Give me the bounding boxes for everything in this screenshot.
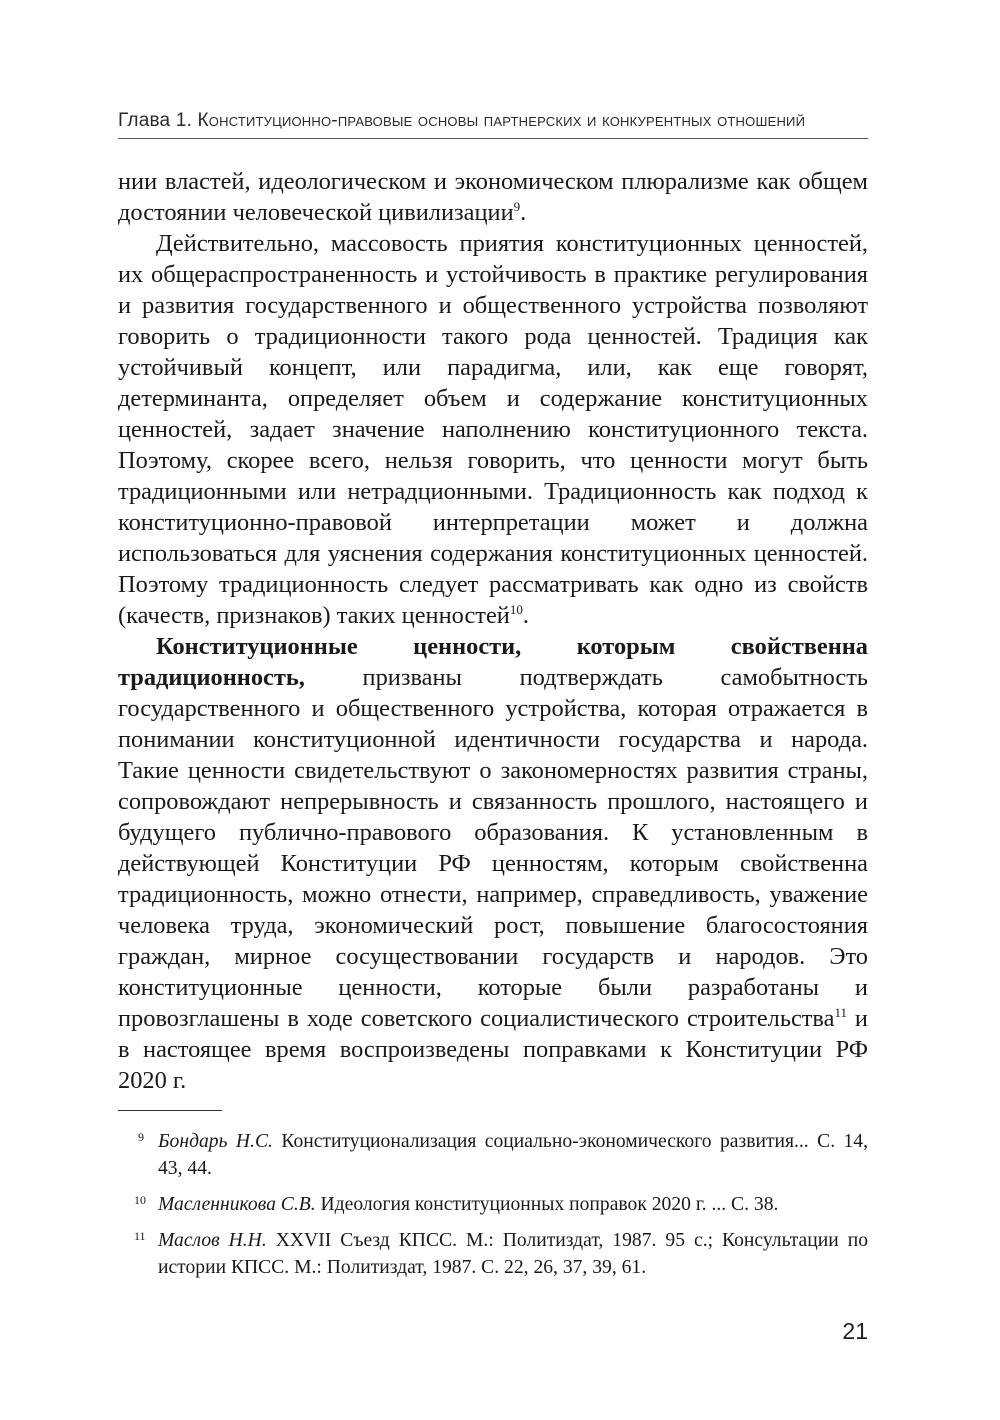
chapter-label: Глава 1.	[118, 110, 193, 131]
main-text	[118, 166, 868, 1096]
footnote-ref-11[interactable]: 11	[834, 1005, 847, 1020]
footnote-ref-9[interactable]: 9	[513, 199, 521, 214]
page-number: 21	[842, 1318, 868, 1344]
footnote-text: Конституционализация социально-экономического развития... С. 14, 43, 44.	[158, 1131, 868, 1179]
footnote-number: 9	[138, 1130, 144, 1144]
footnote-divider	[118, 1110, 222, 1111]
paragraph-2: Действительно, массовость приятия конституционных ценностей, их общераспространенность и устойчивость в практике регулирования и развития государственного и общественного устройства позволяют говорить о традиционности такого рода ценностей. Традиция как устойчивый концепт, или парадигма, или, как еще говорят, детерминанта, определяет объем и содержание конституционных ценностей, задает значение наполнению конституционного текста. Поэтому, скорее всего, нельзя говорить, что ценности могут быть традиционными или нетрадционными. Традиционность как подход к конституционно-правовой интерпретации может и должна использоваться для уяснения содержания конституционных ценностей. Поэтому традиционность следует рассматривать как одно из свойств (качеств, признаков) таких ценностей$^{10}$.	[118, 230, 868, 629]
paragraph-3: Конституционные ценности, которым свойственна традиционность, призваны подтверждать самобытность государственного и общественного устройства, которая отражается в понимании конституционной идентичности государства и народа. Такие ценности свидетельствуют о закономерностях развития страны, сопровождают непрерывность и связанность прошлого, настоящего и будущего публично-правового образования. К установленным в действующей Конституции РФ ценностям, которым свойственна традиционность, можно отнести, например, справедливость, уважение человека труда, экономический рост, повышение благосостояния граждан, мирное сосуществовании государств и народов. Это конституционные ценности, которые были разработаны и провозглашены в ходе советского социалистического строительства$^{11}$ и в настоящее время воспроизведены поправками к Конституции РФ 2020 г.	[118, 633, 868, 1094]
footnote-9	[118, 1128, 868, 1182]
footnote-author: Бондарь Н.С.	[158, 1131, 273, 1152]
footnote-number: 10	[134, 1193, 146, 1207]
footnote-text: Идеология конституционных поправок 2020 г. ... С. 38.	[315, 1194, 779, 1215]
footnote-number: 11	[134, 1229, 146, 1243]
footnote-author: Масленникова С.В.	[158, 1194, 316, 1215]
footnotes	[118, 1128, 868, 1290]
bold-lead: Конституционные ценности, которым свойственна традиционность,	[118, 633, 868, 691]
chapter-title: Конституционно-правовые основы партнерских и конкурентных отношений	[197, 110, 806, 131]
running-header	[118, 110, 868, 139]
footnote-10	[118, 1191, 868, 1218]
footnote-author: Маслов Н.Н.	[158, 1230, 267, 1251]
paragraph-1: нии властей, идеологическом и экономическом плюрализме как общем достоянии человеческой цивилизации$^9$.	[118, 168, 868, 226]
footnote-ref-10[interactable]: 10	[509, 602, 523, 617]
footnote-text: XXVII Съезд КПСС. М.: Политиздат, 1987. 95 с.; Консультации по истории КПСС. М.: Политиздат, 1987. С. 22, 26, 37, 39, 61.	[158, 1230, 868, 1278]
footnote-11	[118, 1227, 868, 1281]
